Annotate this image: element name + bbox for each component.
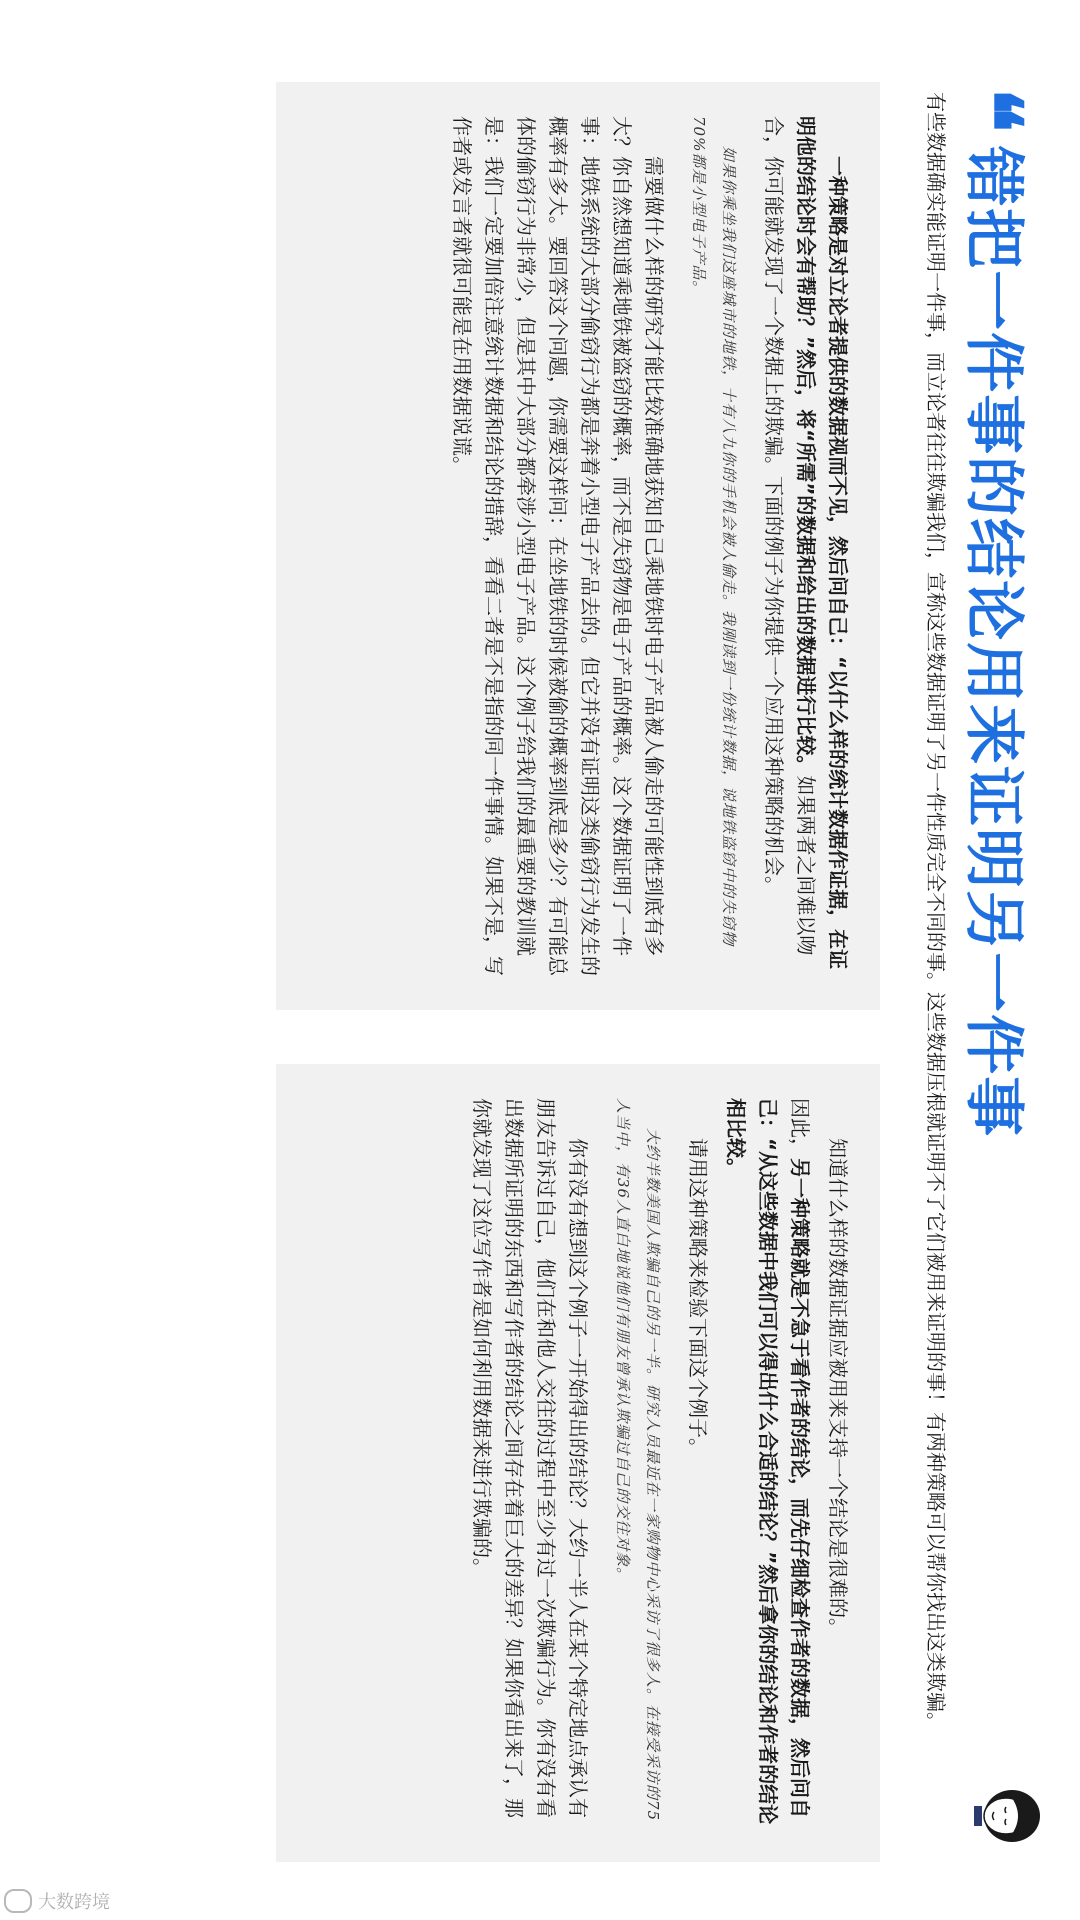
watermark <box>4 1888 110 1914</box>
cartoon-avatar-icon <box>974 1786 1042 1846</box>
left-panel <box>276 82 880 1010</box>
quote-mark-icon: ❝ <box>943 88 1039 133</box>
strategy-one-normal: 如果两者之间难以吻合，你可能就发现了一个数据上的欺骗。下面的例子为你提供一个应用这种策略的机会。 <box>762 116 818 956</box>
example-subway: 如果你乘坐我们这座城市的地铁，十有八九你的手机会被人偷走。我刚读到一份统计数据，说地铁盗窃中的失窃物70%都是小型电子产品。 <box>690 116 738 947</box>
strategy-two-bold: 另一种策略就是不急于看作者的结论，而先仔细检查作者的数据，然后问自己：“从这些数据中我们可以得出什么合适的结论？”然后拿你的结论和作者的结论相比较。 <box>724 1098 812 1825</box>
intro-text <box>919 92 952 1812</box>
strategy-two-paragraph <box>720 1098 816 1828</box>
title-row <box>943 88 1039 1828</box>
page-title: 错把一件事的结论用来证明另一件事 <box>958 146 1028 1139</box>
watermark-logo-icon <box>4 1889 32 1913</box>
watermark-text: 大数跨境 <box>38 1892 110 1913</box>
strategy-one-paragraph <box>758 116 854 976</box>
example-survey: 大约半数美国人欺骗自己的另一半。研究人员最近在一家购物中心采访了很多人。在接受采访的75人当中，有36人直白地说他们有朋友曾承认欺骗过自己的交往对象。 <box>614 1098 662 1822</box>
right-panel <box>276 1064 880 1862</box>
try-example-paragraph: 请用这种策略来检验下面这个例子。 <box>686 1138 710 1458</box>
intro-paragraph: 有些数据确实能证明一件事，而立论者往往欺骗我们，宣称这些数据证明了另一件性质完全不同的事。这些数据压根就证明不了它们被用来证明的事！有两种策略可以帮你找出这类欺骗。 <box>924 92 948 1732</box>
strategy-one-bold: 一种策略是对立论者提供的数据视而不见，然后问自己：“以什么样的统计数据作证据，在证明他的结论时会有帮助？”然后，将“所需”的数据和给出的数据进行比较。 <box>794 116 850 970</box>
strategy-two-normal: 因此， <box>788 1098 812 1158</box>
subway-analysis-paragraph: 需要做什么样的研究才能比较准确地获知自己乘地铁时电子产品被人偷走的可能性到底有多大？你自然想知道乘地铁被盗窃的概率，而不是失窃物是电子产品的概率。这个数据证明了一件事：地铁系统的大部分偷窃行为都是奔着小型电子产品去的。但它并没有证明这类偷窃行为发生的概率有多大。要回答这个问题，你需要这样问：在坐地铁的时候被偷的概率到底是多少？有可能总体的偷窃行为非常少，但是其中大部分都牵涉小型电子产品。这个例子给我们的最重要的教训就是：我们一定要加倍注意统计数据和结论的措辞，看看二者是不是指的同一件事情。如果不是，写作者或发言者就很可能是在用数据说谎。 <box>450 116 666 976</box>
difficulty-paragraph: 知道什么样的数据证据应被用来支持一个结论是很难的。 <box>826 1138 850 1638</box>
survey-analysis-paragraph: 你有没有想到这个例子一开始得出的结论？大约一半人在某个特定地点承认有朋友告诉过自己，他们在和他人交往的过程中至少有过一次欺骗行为。你有没有看出数据所证明的东西和写作者的结论之间存在着巨大的差异？如果你看出来了，那你就发现了这位写作者是如何利用数据来进行欺骗的。 <box>470 1098 590 1818</box>
